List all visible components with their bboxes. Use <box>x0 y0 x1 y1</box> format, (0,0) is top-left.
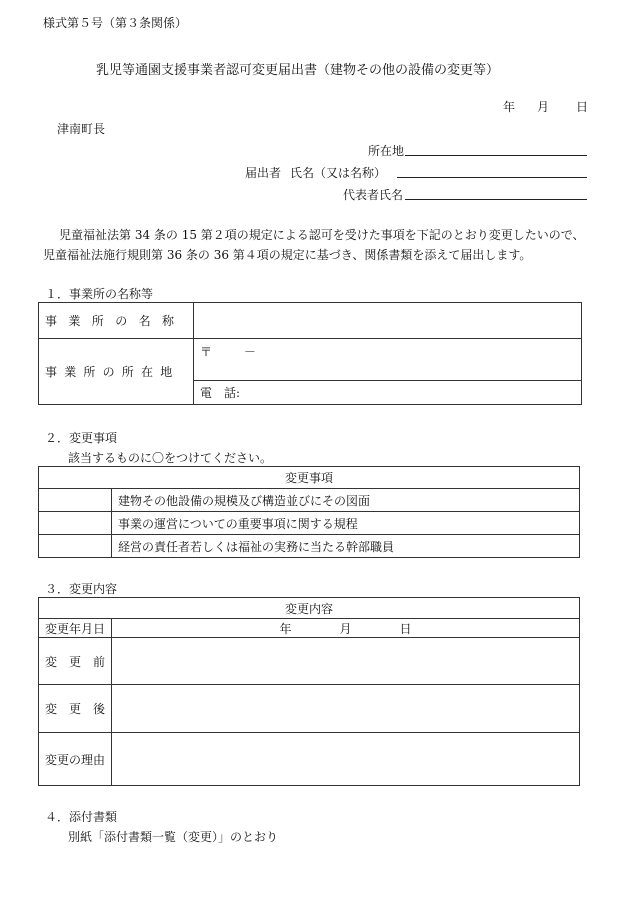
postal-dash: － <box>243 345 256 359</box>
after-field[interactable] <box>112 685 580 733</box>
address-label: 所在地 <box>368 144 405 158</box>
change-content-table <box>38 597 580 786</box>
name-field[interactable] <box>397 177 587 178</box>
section2-heading: ２．変更事項 <box>45 431 118 445</box>
attachments-text: 別紙「添付書類一覧（変更）」のとおり <box>68 830 279 844</box>
date-day: 日 <box>576 100 589 114</box>
form-label: 様式第５号（第３条関係） <box>43 16 188 30</box>
change-items-table <box>38 466 580 558</box>
date-year: 年 <box>503 100 516 114</box>
section4-heading: ４．添付書類 <box>45 810 118 824</box>
change-item-check-2[interactable] <box>39 512 112 535</box>
facility-phone-field[interactable] <box>194 381 582 405</box>
change-item-1: 建物その他設備の規模及び構造並びにその図面 <box>112 489 580 512</box>
section1-heading: １．事業所の名称等 <box>45 287 154 301</box>
facility-table <box>38 302 582 405</box>
change-date-label: 変更年月日 <box>39 619 112 638</box>
after-label: 変 更 後 <box>39 685 112 733</box>
body-text-line2: 児童福祉法施行規則第 36 条の 36 第４項の規定に基づき、関係書類を添えて届出します。 <box>43 248 532 262</box>
name-label: 氏名（又は名称） <box>290 166 387 180</box>
before-field[interactable] <box>112 638 580 685</box>
body-text-line1: 児童福祉法第 34 条の 15 第２項の規定による認可を受けた事項を下記のとおり変更したいので、 <box>59 228 585 242</box>
section2-instruction: 該当するものに〇をつけてください。 <box>68 451 273 465</box>
page-title: 乳児等通園支援事業者認可変更届出書（建物その他の設備の変更等） <box>96 63 500 78</box>
change-item-check-3[interactable] <box>39 535 112 558</box>
reason-label: 変更の理由 <box>39 733 112 786</box>
change-content-header: 変更内容 <box>39 598 580 619</box>
section3-heading: ３．変更内容 <box>45 582 118 596</box>
facility-address-field[interactable] <box>194 339 582 381</box>
representative-field[interactable] <box>405 199 587 200</box>
change-items-header: 変更事項 <box>39 467 580 489</box>
date-month: 月 <box>537 100 550 114</box>
change-date-field[interactable]: 年 月 日 <box>112 619 580 638</box>
submitter-label: 届出者 <box>245 166 282 180</box>
change-item-3: 経営の責任者若しくは福祉の実務に当たる幹部職員 <box>112 535 580 558</box>
change-item-2: 事業の運営についての重要事項に関する規程 <box>112 512 580 535</box>
phone-label: 電 話: <box>200 386 241 400</box>
representative-label: 代表者氏名 <box>343 188 404 202</box>
reason-field[interactable] <box>112 733 580 786</box>
facility-name-label: 事業所の名称 <box>39 303 194 339</box>
facility-name-field[interactable] <box>194 303 582 339</box>
address-field[interactable] <box>405 155 587 156</box>
postal-mark: 〒 <box>200 345 213 359</box>
facility-address-label: 事業所の所在地 <box>39 339 194 405</box>
change-item-check-1[interactable] <box>39 489 112 512</box>
addressee: 津南町長 <box>57 122 106 136</box>
before-label: 変 更 前 <box>39 638 112 685</box>
